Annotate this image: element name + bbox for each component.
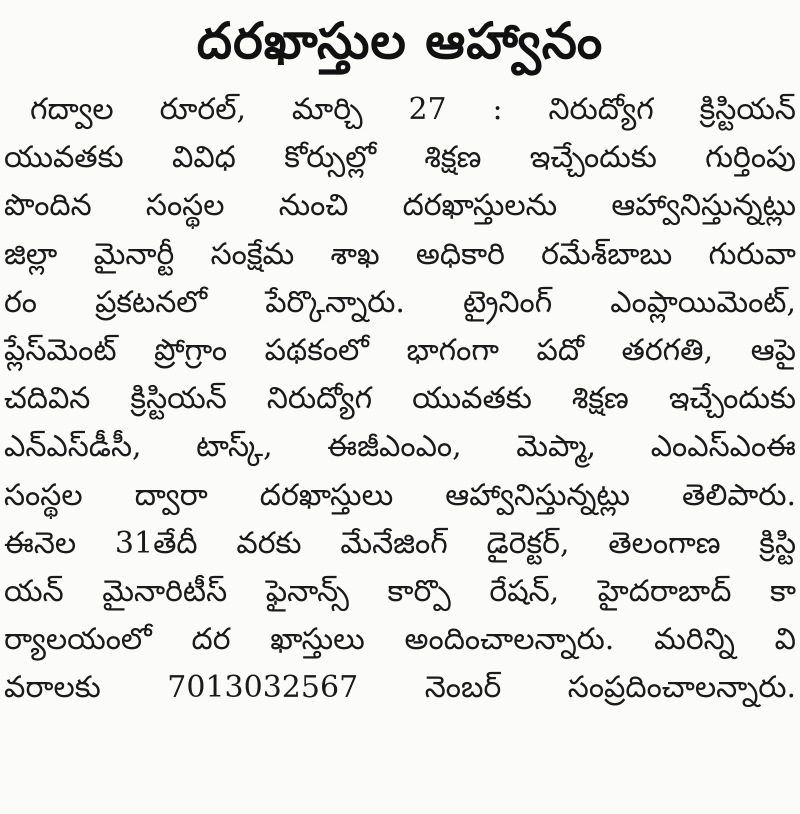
article-line: ఎన్‌ఎస్‌డీసీ, టాస్క్, ఈజీఎంఎం, మెప్మా, ఎంఎస్‌ఎంఈ <box>4 429 796 465</box>
article-line: పొందిన సంస్థల నుంచి దరఖాస్తులను ఆహ్వానిస్తున్నట్లు <box>4 188 796 224</box>
article-line: ర్యాలయంలో దర ఖాస్తులు అందించాలన్నారు. మరిన్ని వి <box>4 622 796 658</box>
article-line: వరాలకు 7013032567 నెంబర్ సంప్రదించాలన్నారు. <box>4 670 796 706</box>
article-line: ప్లేస్‌మెంట్ ప్రోగ్రాం పథకంలో భాగంగా పదో తరగతి, ఆపై <box>4 332 796 368</box>
article-line: రం ప్రకటనలో పేర్కొన్నారు. ట్రైనింగ్ ఎంప్లాయిమెంట్, <box>4 284 796 320</box>
article-body <box>4 86 796 712</box>
article-line: జిల్లా మైనార్టీ సంక్షేమ శాఖ అధికారి రమేశ్‌బాబు గురువా <box>4 236 796 272</box>
article-line: సంస్థల ద్వారా దరఖాస్తులు ఆహ్వానిస్తున్నట్లు తెలిపారు. <box>4 477 796 513</box>
article-line: యువతకు వివిధ కోర్సుల్లో శిక్షణ ఇచ్చేందుకు గుర్తింపు <box>4 140 796 176</box>
article-line: చదివిన క్రిస్టియన్ నిరుద్యోగ యువతకు శిక్షణ ఇచ్చేందుకు <box>4 381 796 417</box>
article-headline: దరఖాస్తుల ఆహ్వానం <box>196 12 604 70</box>
article-line: ఈనెల 31తేదీ వరకు మేనేజింగ్ డైరెక్టర్, తెలంగాణ క్రిస్టి <box>4 525 796 561</box>
article-line: గద్వాల రూరల్, మార్చి 27 : నిరుద్యోగ క్రిస్టియన్ <box>30 92 796 127</box>
article-line: యన్ మైనారిటీస్ ఫైనాన్స్ కార్పొ రేషన్, హైదరాబాద్ కా <box>4 573 796 609</box>
